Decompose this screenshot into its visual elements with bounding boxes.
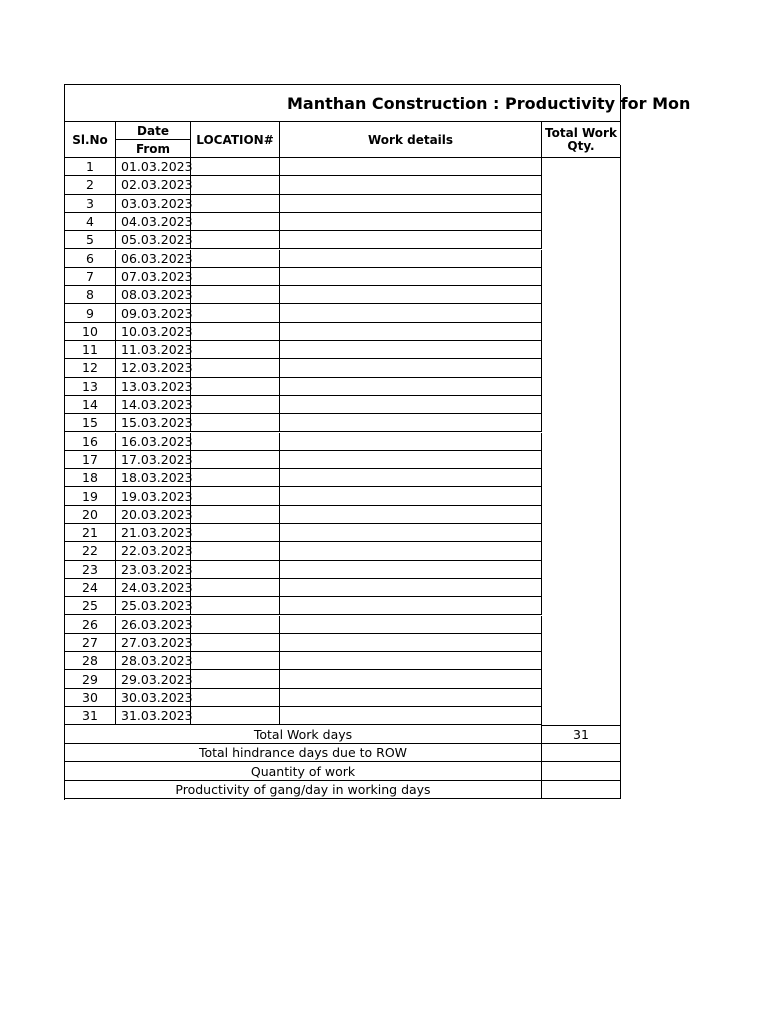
row-sl-no: 3 bbox=[65, 195, 116, 213]
row-work-details-cell[interactable] bbox=[280, 359, 542, 377]
row-location-cell[interactable] bbox=[191, 487, 280, 505]
row-sl-no: 19 bbox=[65, 487, 116, 505]
row-work-details-cell[interactable] bbox=[280, 433, 542, 451]
summary-label: Total hindrance days due to ROW bbox=[65, 744, 542, 763]
header-date: Date bbox=[116, 122, 191, 140]
row-sl-no: 25 bbox=[65, 597, 116, 615]
row-location-cell[interactable] bbox=[191, 323, 280, 341]
row-location-cell[interactable] bbox=[191, 670, 280, 688]
row-location-cell[interactable] bbox=[191, 378, 280, 396]
row-sl-no: 29 bbox=[65, 670, 116, 688]
row-location-cell[interactable] bbox=[191, 506, 280, 524]
row-sl-no: 11 bbox=[65, 341, 116, 359]
row-work-details-cell[interactable] bbox=[280, 213, 542, 231]
row-sl-no: 17 bbox=[65, 451, 116, 469]
row-work-details-cell[interactable] bbox=[280, 378, 542, 396]
row-date: 14.03.2023 bbox=[116, 396, 191, 414]
row-location-cell[interactable] bbox=[191, 689, 280, 707]
row-date: 23.03.2023 bbox=[116, 561, 191, 579]
row-sl-no: 10 bbox=[65, 323, 116, 341]
row-location-cell[interactable] bbox=[191, 433, 280, 451]
header-location: LOCATION# bbox=[191, 122, 280, 158]
row-work-details-cell[interactable] bbox=[280, 469, 542, 487]
row-work-details-cell[interactable] bbox=[280, 616, 542, 634]
row-work-details-cell[interactable] bbox=[280, 396, 542, 414]
row-work-details-cell[interactable] bbox=[280, 670, 542, 688]
row-date: 21.03.2023 bbox=[116, 524, 191, 542]
row-date: 08.03.2023 bbox=[116, 286, 191, 304]
summary-value[interactable]: 31 bbox=[542, 725, 621, 744]
row-sl-no: 1 bbox=[65, 158, 116, 176]
row-work-details-cell[interactable] bbox=[280, 524, 542, 542]
row-work-details-cell[interactable] bbox=[280, 231, 542, 249]
row-location-cell[interactable] bbox=[191, 414, 280, 432]
row-location-cell[interactable] bbox=[191, 341, 280, 359]
row-location-cell[interactable] bbox=[191, 707, 280, 725]
row-work-details-cell[interactable] bbox=[280, 286, 542, 304]
row-work-details-cell[interactable] bbox=[280, 597, 542, 615]
row-sl-no: 28 bbox=[65, 652, 116, 670]
row-location-cell[interactable] bbox=[191, 616, 280, 634]
row-date: 12.03.2023 bbox=[116, 359, 191, 377]
row-date: 18.03.2023 bbox=[116, 469, 191, 487]
row-sl-no: 8 bbox=[65, 286, 116, 304]
sheet-title: Manthan Construction : Productivity for Mon bbox=[65, 85, 621, 122]
row-work-details-cell[interactable] bbox=[280, 487, 542, 505]
row-location-cell[interactable] bbox=[191, 304, 280, 322]
row-location-cell[interactable] bbox=[191, 561, 280, 579]
row-work-details-cell[interactable] bbox=[280, 414, 542, 432]
row-location-cell[interactable] bbox=[191, 524, 280, 542]
row-date: 19.03.2023 bbox=[116, 487, 191, 505]
row-sl-no: 24 bbox=[65, 579, 116, 597]
row-work-details-cell[interactable] bbox=[280, 268, 542, 286]
row-sl-no: 20 bbox=[65, 506, 116, 524]
row-location-cell[interactable] bbox=[191, 231, 280, 249]
row-location-cell[interactable] bbox=[191, 597, 280, 615]
row-location-cell[interactable] bbox=[191, 579, 280, 597]
row-sl-no: 2 bbox=[65, 176, 116, 194]
row-date: 20.03.2023 bbox=[116, 506, 191, 524]
row-sl-no: 16 bbox=[65, 433, 116, 451]
row-date: 27.03.2023 bbox=[116, 634, 191, 652]
row-work-details-cell[interactable] bbox=[280, 341, 542, 359]
row-work-details-cell[interactable] bbox=[280, 158, 542, 176]
row-sl-no: 31 bbox=[65, 707, 116, 725]
row-date: 09.03.2023 bbox=[116, 304, 191, 322]
row-date: 07.03.2023 bbox=[116, 268, 191, 286]
row-work-details-cell[interactable] bbox=[280, 176, 542, 194]
row-sl-no: 5 bbox=[65, 231, 116, 249]
summary-label: Total Work days bbox=[65, 725, 542, 744]
row-date: 28.03.2023 bbox=[116, 652, 191, 670]
row-date: 06.03.2023 bbox=[116, 250, 191, 268]
row-date: 26.03.2023 bbox=[116, 616, 191, 634]
row-location-cell[interactable] bbox=[191, 652, 280, 670]
row-sl-no: 26 bbox=[65, 616, 116, 634]
row-location-cell[interactable] bbox=[191, 158, 280, 176]
row-date: 15.03.2023 bbox=[116, 414, 191, 432]
row-sl-no: 6 bbox=[65, 250, 116, 268]
row-date: 05.03.2023 bbox=[116, 231, 191, 249]
row-location-cell[interactable] bbox=[191, 359, 280, 377]
row-date: 10.03.2023 bbox=[116, 323, 191, 341]
header-date-from: From bbox=[116, 140, 191, 158]
row-work-details-cell[interactable] bbox=[280, 689, 542, 707]
row-work-details-cell[interactable] bbox=[280, 195, 542, 213]
row-date: 31.03.2023 bbox=[116, 707, 191, 725]
row-location-cell[interactable] bbox=[191, 195, 280, 213]
row-location-cell[interactable] bbox=[191, 542, 280, 560]
row-sl-no: 21 bbox=[65, 524, 116, 542]
row-sl-no: 27 bbox=[65, 634, 116, 652]
row-work-details-cell[interactable] bbox=[280, 506, 542, 524]
row-date: 29.03.2023 bbox=[116, 670, 191, 688]
summary-value[interactable] bbox=[542, 744, 621, 763]
row-sl-no: 9 bbox=[65, 304, 116, 322]
header-total-work-qty: Total Work Qty. bbox=[542, 122, 621, 158]
row-work-details-cell[interactable] bbox=[280, 451, 542, 469]
summary-value[interactable] bbox=[542, 781, 621, 800]
row-work-details-cell[interactable] bbox=[280, 250, 542, 268]
row-date: 25.03.2023 bbox=[116, 597, 191, 615]
row-work-details-cell[interactable] bbox=[280, 323, 542, 341]
row-date: 13.03.2023 bbox=[116, 378, 191, 396]
summary-value[interactable] bbox=[542, 762, 621, 781]
header-work-details: Work details bbox=[280, 122, 542, 158]
row-location-cell[interactable] bbox=[191, 268, 280, 286]
row-sl-no: 15 bbox=[65, 414, 116, 432]
row-sl-no: 23 bbox=[65, 561, 116, 579]
row-sl-no: 13 bbox=[65, 378, 116, 396]
row-work-details-cell[interactable] bbox=[280, 304, 542, 322]
row-location-cell[interactable] bbox=[191, 286, 280, 304]
row-sl-no: 14 bbox=[65, 396, 116, 414]
row-work-details-cell[interactable] bbox=[280, 561, 542, 579]
row-date: 02.03.2023 bbox=[116, 176, 191, 194]
row-location-cell[interactable] bbox=[191, 634, 280, 652]
row-date: 01.03.2023 bbox=[116, 158, 191, 176]
row-location-cell[interactable] bbox=[191, 396, 280, 414]
row-work-details-cell[interactable] bbox=[280, 634, 542, 652]
row-date: 24.03.2023 bbox=[116, 579, 191, 597]
row-work-details-cell[interactable] bbox=[280, 542, 542, 560]
row-sl-no: 7 bbox=[65, 268, 116, 286]
row-work-details-cell[interactable] bbox=[280, 652, 542, 670]
row-sl-no: 18 bbox=[65, 469, 116, 487]
row-sl-no: 22 bbox=[65, 542, 116, 560]
summary-label: Productivity of gang/day in working days bbox=[65, 781, 542, 800]
row-date: 03.03.2023 bbox=[116, 195, 191, 213]
row-location-cell[interactable] bbox=[191, 250, 280, 268]
row-sl-no: 30 bbox=[65, 689, 116, 707]
row-date: 30.03.2023 bbox=[116, 689, 191, 707]
row-date: 17.03.2023 bbox=[116, 451, 191, 469]
row-sl-no: 12 bbox=[65, 359, 116, 377]
row-work-details-cell[interactable] bbox=[280, 707, 542, 725]
row-location-cell[interactable] bbox=[191, 176, 280, 194]
row-date: 11.03.2023 bbox=[116, 341, 191, 359]
summary-label: Quantity of work bbox=[65, 762, 542, 781]
row-work-details-cell[interactable] bbox=[280, 579, 542, 597]
row-location-cell[interactable] bbox=[191, 469, 280, 487]
row-date: 22.03.2023 bbox=[116, 542, 191, 560]
productivity-sheet bbox=[64, 84, 691, 800]
row-location-cell[interactable] bbox=[191, 213, 280, 231]
row-location-cell[interactable] bbox=[191, 451, 280, 469]
header-sl-no: Sl.No bbox=[65, 122, 116, 158]
total-work-qty-cell[interactable] bbox=[542, 158, 621, 726]
row-date: 16.03.2023 bbox=[116, 433, 191, 451]
row-sl-no: 4 bbox=[65, 213, 116, 231]
row-date: 04.03.2023 bbox=[116, 213, 191, 231]
